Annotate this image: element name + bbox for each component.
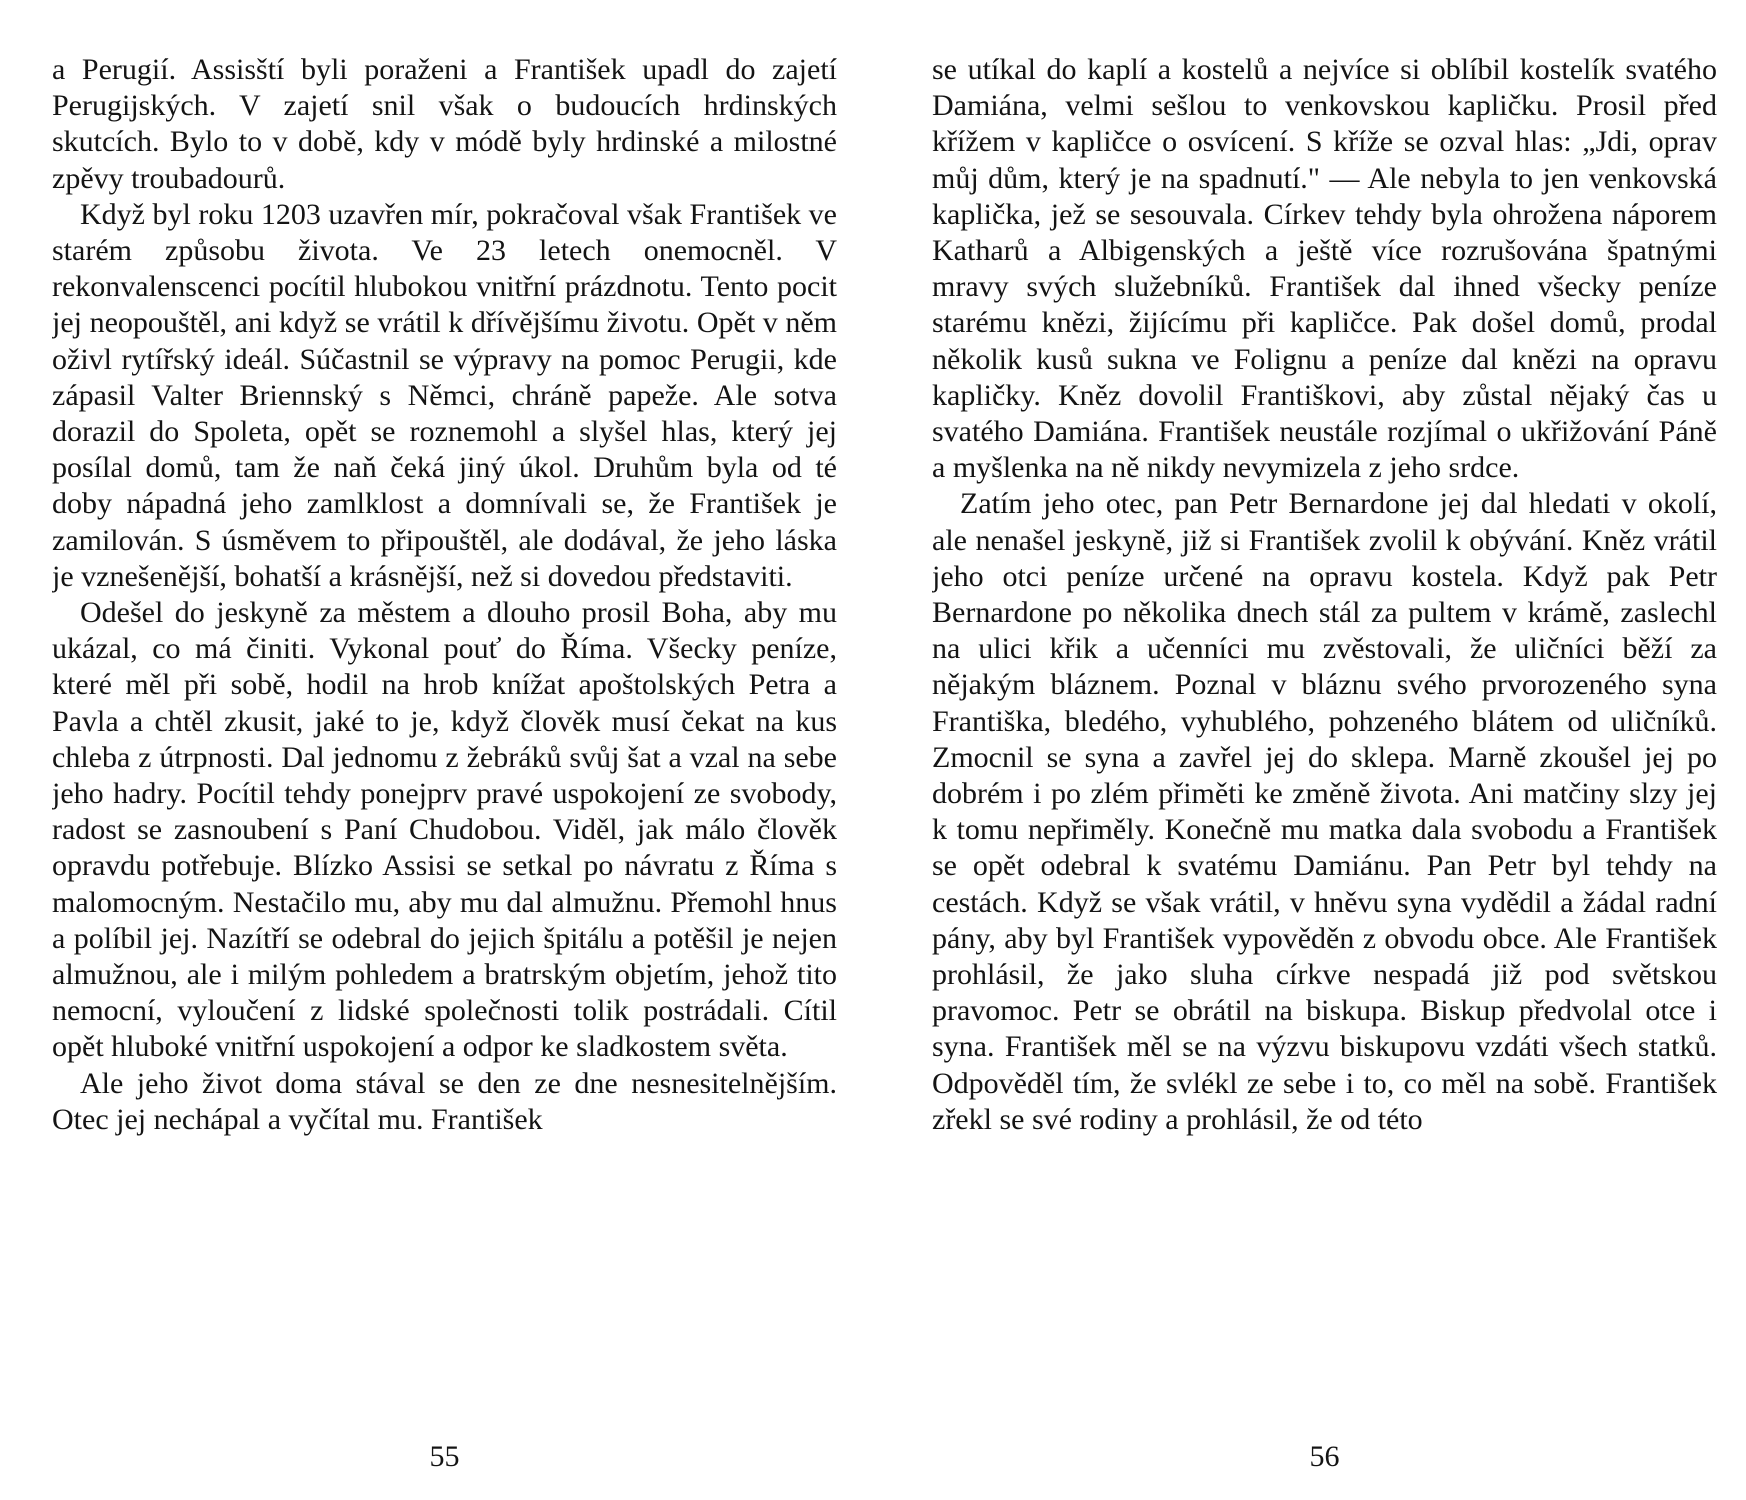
page-number-left: 55 [429, 1440, 460, 1473]
paragraph: se utíkal do kaplí a kostelů a nejvíce si oblíbil kostelík svatého Damiána, velmi sešlou to venkovskou kapličku. Prosil před křížem v kapličce o osvícení. S kříže se ozval hlas: „Jdi, oprav můj dům, který je na spadnutí." — Ale nebyla to jen venkovská kaplička, jež se sesouvala. Církev tehdy byla ohrožena náporem Katharů a Albigenských a ještě více rozrušována špatnými mravy svých služebníků. František dal ihned všecky peníze starému knězi, žijícímu při kapličce. Pak došel domů, prodal několik kusů sukna ve Folignu a peníze dal knězi na opravu kapličky. Kněz dovolil Františkovi, aby zůstal nějaký čas u svatého Damiána. František neustále rozjímal o ukřižování Páně a myšlenka na ně nikdy nevymizela z jeho srdce. [932, 53, 1717, 485]
page-number-right: 56 [1309, 1440, 1340, 1473]
paragraph: Odešel do jeskyně za městem a dlouho prosil Boha, aby mu ukázal, co má činiti. Vykonal pouť do Říma. Všecky peníze, které měl při sobě, hodil na hrob knížat apoštolských Petra a Pavla a chtěl zkusit, jaké to je, když člověk musí čekat na kus chleba z útrpnosti. Dal jednomu z žebráků svůj šat a vzal na sebe jeho hadry. Pocítil tehdy ponejprv pravé uspokojení ze svobody, radost se zasnoubení s Paní Chudobou. Viděl, jak málo člověk opravdu potřebuje. Blízko Assisi se setkal po návratu z Říma s malomocným. Nestačilo mu, aby mu dal almužnu. Přemohl hnus a políbil jej. Nazítří se odebral do jejich špitálu a potěšil je nejen almužnou, ale i milým pohledem a bratrským objetím, jehož tito nemocní, vyloučení z lidské společnosti tolik postrádali. Cítil opět hluboké vnitřní uspokojení a odpor ke sladkostem světa. [52, 596, 837, 1064]
paragraph: a Perugií. Assisští byli poraženi a František upadl do zajetí Perugijských. V zajetí snil však o budoucích hrdinských skutcích. Bylo to v době, kdy v módě byly hrdinské a milostné zpěvy troubadourů. [52, 53, 837, 195]
page-left-text [52, 52, 837, 1382]
page-right [932, 52, 1736, 1492]
page-right-text [932, 52, 1717, 1382]
paragraph: Zatím jeho otec, pan Petr Bernardone jej dal hledati v okolí, ale nenašel jeskyně, již si František zvolil k obývání. Kněz vrátil jeho otci peníze určené na opravu kostela. Když pak Petr Bernardone po několika dnech stál za pultem v krámě, zaslechl na ulici křik a učenníci mu zvěstovali, že uličníci běží za nějakým bláznem. Poznal v bláznu svého prvorozeného syna Františka, bledého, vyhublého, pohzeného blátem od uličníků. Zmocnil se syna a zavřel jej do sklepa. Marně zkoušel jej po dobrém i po zlém přiměti ke změně života. Ani matčiny slzy jej k tomu nepřiměly. Konečně mu matka dala svobodu a František se opět odebral k svatému Damiánu. Pan Petr byl tehdy na cestách. Když se však vrátil, v hněvu syna vydědil a žádal radní pány, aby byl František vypověděn z obvodu obce. Ale František prohlásil, že jako sluha církve nespadá již pod světskou pravomoc. Petr se obrátil na biskupa. Biskup předvolal otce i syna. František měl se na výzvu biskupovu vzdáti všech statků. Odpověděl tím, že svlékl ze sebe i to, co měl na sobě. František zřekl se své rodiny a prohlásil, že od této [932, 487, 1717, 1136]
paragraph: Ale jeho život doma stával se den ze dne nesnesitelnějším. Otec jej nechápal a vyčítal mu. František [52, 1066, 837, 1136]
paragraph: Když byl roku 1203 uzavřen mír, pokračoval však František ve starém způsobu života. Ve 23 letech onemocněl. V rekonvalenscenci pocítil hlubokou vnitřní prázdnotu. Tento pocit jej neopouštěl, ani když se vrátil k dřívějšímu životu. Opět v něm oživl rytířský ideál. Súčastnil se výpravy na pomoc Perugii, kde zápasil Valter Briennský s Němci, chráně papeže. Ale sotva dorazil do Spoleta, opět se roznemohl a slyšel hlas, který jej posílal domů, tam že naň čeká jiný úkol. Druhům byla od té doby nápadná jeho zamlklost a domnívali se, že František je zamilován. S úsměvem to připouštěl, ale dodával, že jeho láska je vznešenější, bohatší a krásnější, než si dovedou představiti. [52, 197, 837, 593]
page-left [52, 52, 856, 1492]
